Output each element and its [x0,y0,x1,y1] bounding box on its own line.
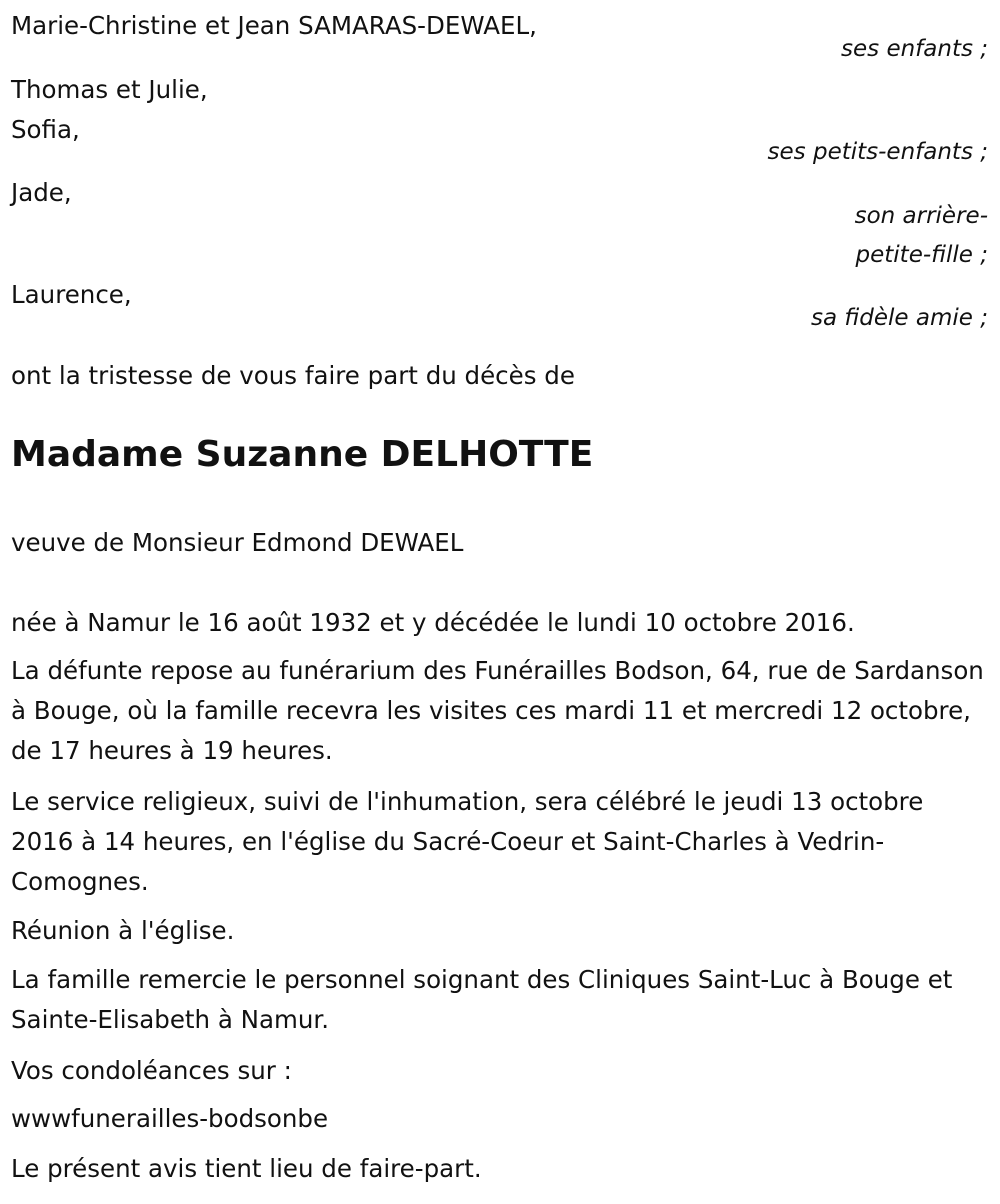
widow-of-text: veuve de Monsieur Edmond DEWAEL [11,528,464,557]
thanks-paragraph: La famille remercie le personnel soignant des Cliniques Saint-Luc à Bouge et Sainte-Elisabeth à Namur. [11,965,953,1034]
condolences-website: wwwfunerailles-bodsonbe [11,1104,329,1133]
family-children-names: Marie-Christine et Jean SAMARAS-DEWAEL, [11,11,537,40]
relation-great-grandchild-line-2: petite-fille ; [855,242,988,268]
condolences-text: Vos condoléances sur : [11,1056,292,1085]
family-great-grandchild-name: Jade, [11,178,72,207]
notice-text: Le présent avis tient lieu de faire-part. [11,1154,482,1183]
repose-paragraph: La défunte repose au funérarium des Funérailles Bodson, 64, rue de Sardanson à Bouge, où la famille recevra les visites ces mardi 11 et mercredi 12 octobre, de 17 heures à 19 heures. [11,656,984,765]
relation-great-grandchild-line-1: son arrière- [854,203,988,229]
intro-text: ont la tristesse de vous faire part du décès de [11,361,575,390]
family-grandchildren-name-2: Sofia, [11,115,80,144]
relation-grandchildren: ses petits-enfants ; [767,139,988,165]
service-paragraph: Le service religieux, suivi de l'inhumation, sera célébré le jeudi 13 octobre 2016 à 14 heures, en l'église du Sacré-Coeur et Saint-Charles à Vedrin-Comognes. [11,787,924,896]
meeting-text: Réunion à l'église. [11,916,235,945]
birth-death-text: née à Namur le 16 août 1932 et y décédée le lundi 10 octobre 2016. [11,608,855,637]
family-grandchildren-name-1: Thomas et Julie, [11,75,208,104]
relation-friend: sa fidèle amie ; [811,305,988,331]
relation-children: ses enfants ; [841,36,988,62]
deceased-name: Madame Suzanne DELHOTTE [11,434,594,475]
family-friend-name: Laurence, [11,280,132,309]
